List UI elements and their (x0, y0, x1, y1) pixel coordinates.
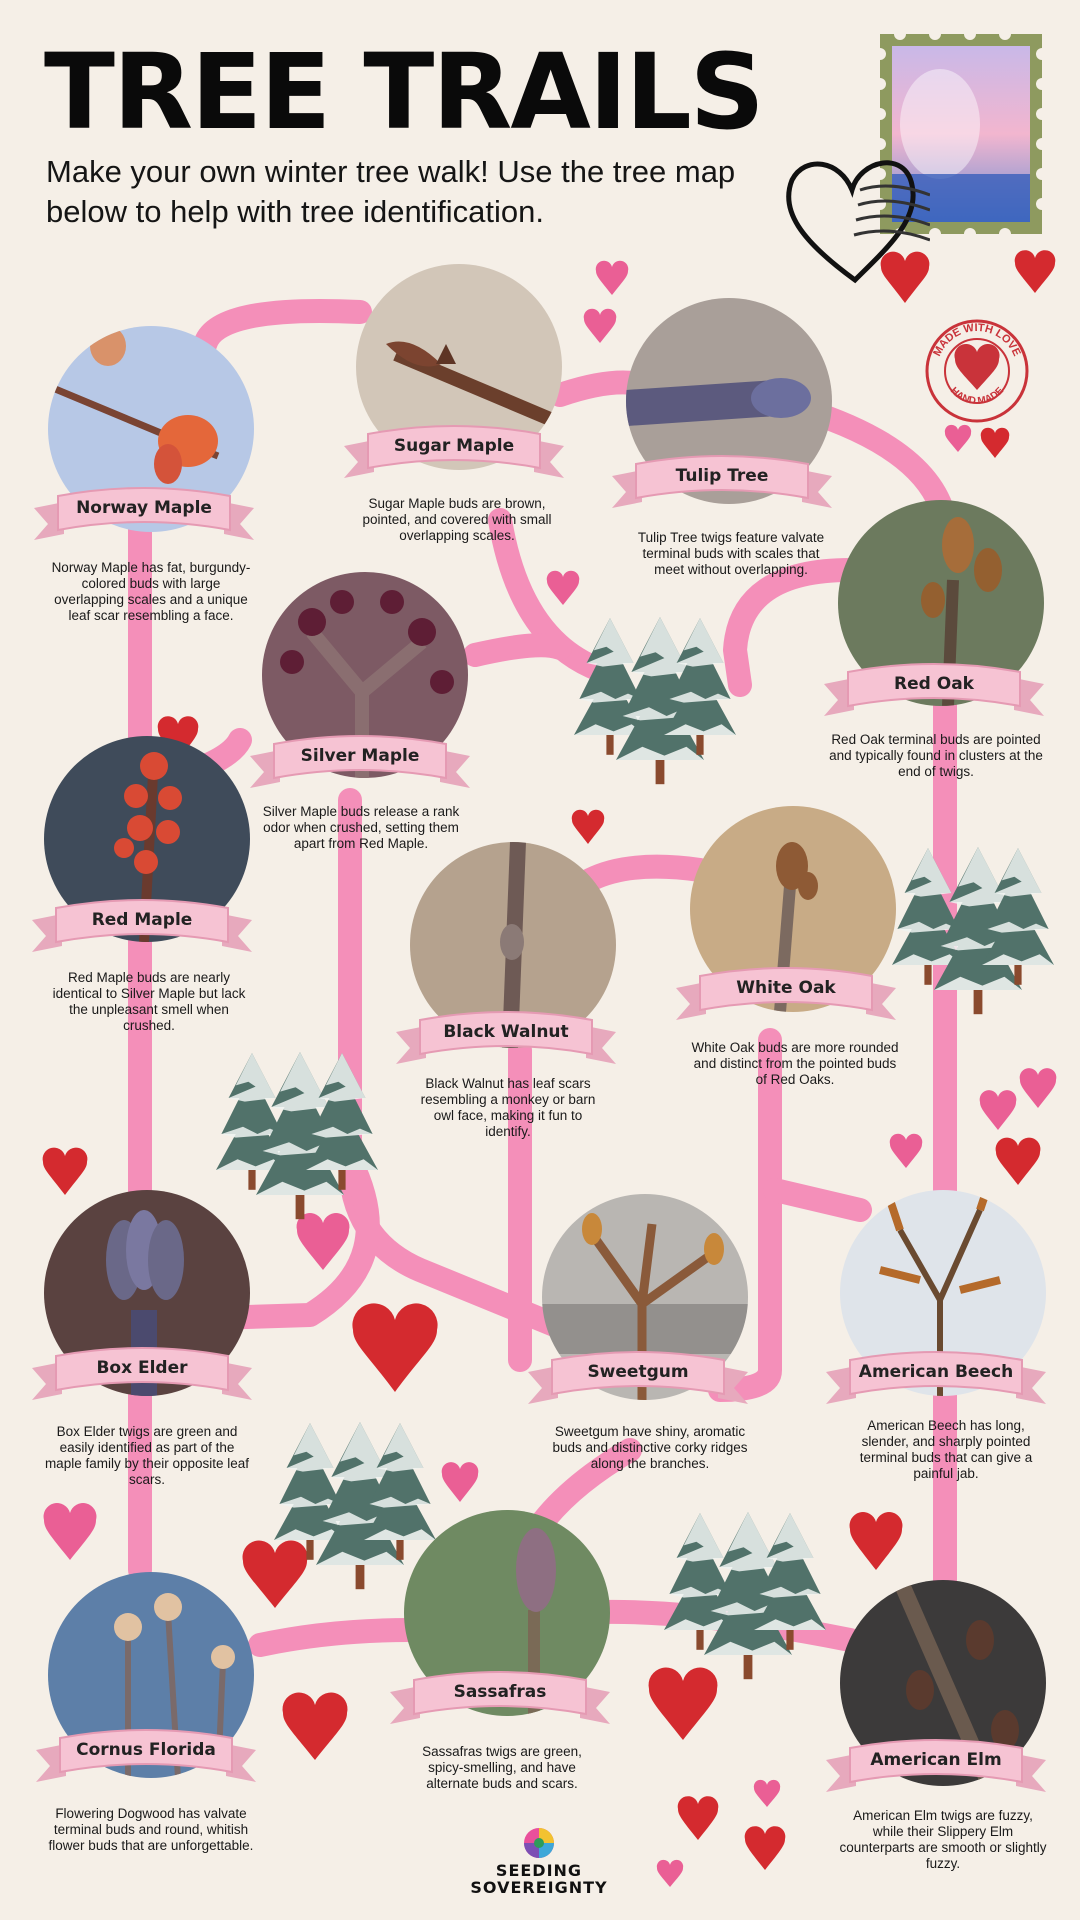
box-elder-label: Box Elder (96, 1358, 188, 1378)
sassafras-banner (390, 1666, 610, 1730)
white-oak-description: White Oak buds are more rounded and distinct from the pointed buds of Red Oaks. (691, 1040, 899, 1087)
sweetgum-banner (528, 1346, 748, 1410)
seeding-sovereignty-logo (466, 1826, 612, 1896)
snowy-trees-2 (892, 847, 1054, 1014)
sassafras-description: Sassafras twigs are green, spicy-smelling, and have alternate buds and scars. (422, 1744, 582, 1791)
white-oak-label: White Oak (736, 978, 836, 998)
made-with-love-seal (924, 318, 1030, 424)
cornus-florida-description: Flowering Dogwood has valvate terminal buds and round, whitish flower buds that are unforgettable. (48, 1806, 254, 1853)
norway-maple-banner (34, 482, 254, 546)
tulip-tree-label: Tulip Tree (675, 466, 769, 486)
red-maple-banner (32, 894, 252, 958)
sugar-maple-label: Sugar Maple (393, 436, 515, 456)
cornus-florida-banner (36, 1724, 256, 1788)
seal-bottom-text: HAND MADE (947, 385, 1007, 408)
red-maple-description: Red Maple buds are nearly identical to Silver Maple but lack the unpleasant smell when crushed. (52, 970, 246, 1033)
red-oak-label: Red Oak (894, 674, 974, 694)
cornus-florida-label: Cornus Florida (76, 1740, 216, 1760)
heart-doodle-icon (780, 150, 930, 290)
silver-maple-banner (250, 730, 470, 794)
red-oak-banner (824, 658, 1044, 722)
tulip-tree-description: Tulip Tree twigs feature valvate terminal buds with scales that meet without overlapping. (637, 530, 825, 577)
american-beech-banner (826, 1346, 1046, 1410)
american-beech-description: American Beech has long, slender, and sharply pointed terminal buds that can give a painful jab. (859, 1418, 1033, 1481)
american-elm-description: American Elm twigs are fuzzy, while their Slippery Elm counterparts are smooth or slightly fuzzy. (839, 1808, 1047, 1871)
box-elder-description: Box Elder twigs are green and easily identified as part of the maple family by their opposite leaf scars. (44, 1424, 250, 1487)
page-title: TREE TRAILS (44, 31, 763, 153)
black-walnut-label: Black Walnut (443, 1022, 569, 1042)
american-elm-banner (826, 1734, 1046, 1798)
red-maple-label: Red Maple (91, 910, 193, 930)
tulip-tree-banner (612, 450, 832, 514)
sugar-maple-banner (344, 420, 564, 484)
sweetgum-label: Sweetgum (587, 1362, 689, 1382)
logo-line2: SOVEREIGNTY (470, 1878, 608, 1897)
snowy-trees-1 (574, 617, 736, 784)
black-walnut-description: Black Walnut has leaf scars resembling a monkey or barn owl face, making it fun to identify. (420, 1076, 596, 1139)
logo-line1: SEEDING (495, 1861, 583, 1880)
logo-icon (522, 1826, 556, 1860)
sugar-maple-description: Sugar Maple buds are brown, pointed, and covered with small overlapping scales. (362, 496, 552, 543)
white-oak-banner (676, 962, 896, 1026)
black-walnut-banner (396, 1006, 616, 1070)
page-subtitle: Make your own winter tree walk! Use the tree map below to help with tree identification. (46, 154, 736, 229)
norway-maple-label: Norway Maple (76, 498, 212, 518)
box-elder-banner (32, 1342, 252, 1406)
norway-maple-description: Norway Maple has fat, burgundy-colored buds with large overlapping scales and a unique leaf scar resembling a face. (51, 560, 251, 623)
sassafras-label: Sassafras (453, 1682, 547, 1702)
red-oak-description: Red Oak terminal buds are pointed and typically found in clusters at the end of twigs. (829, 732, 1043, 779)
american-elm-label: American Elm (870, 1750, 1002, 1770)
silver-maple-description: Silver Maple buds release a rank odor when crushed, setting them apart from Red Maple. (262, 804, 460, 851)
silver-maple-label: Silver Maple (300, 746, 420, 766)
sweetgum-description: Sweetgum have shiny, aromatic buds and distinctive corky ridges along the branches. (552, 1424, 748, 1471)
snowy-trees-5 (664, 1512, 826, 1679)
american-beech-label: American Beech (858, 1362, 1014, 1382)
seal-top-text: MADE WITH LOVE (931, 321, 1023, 359)
